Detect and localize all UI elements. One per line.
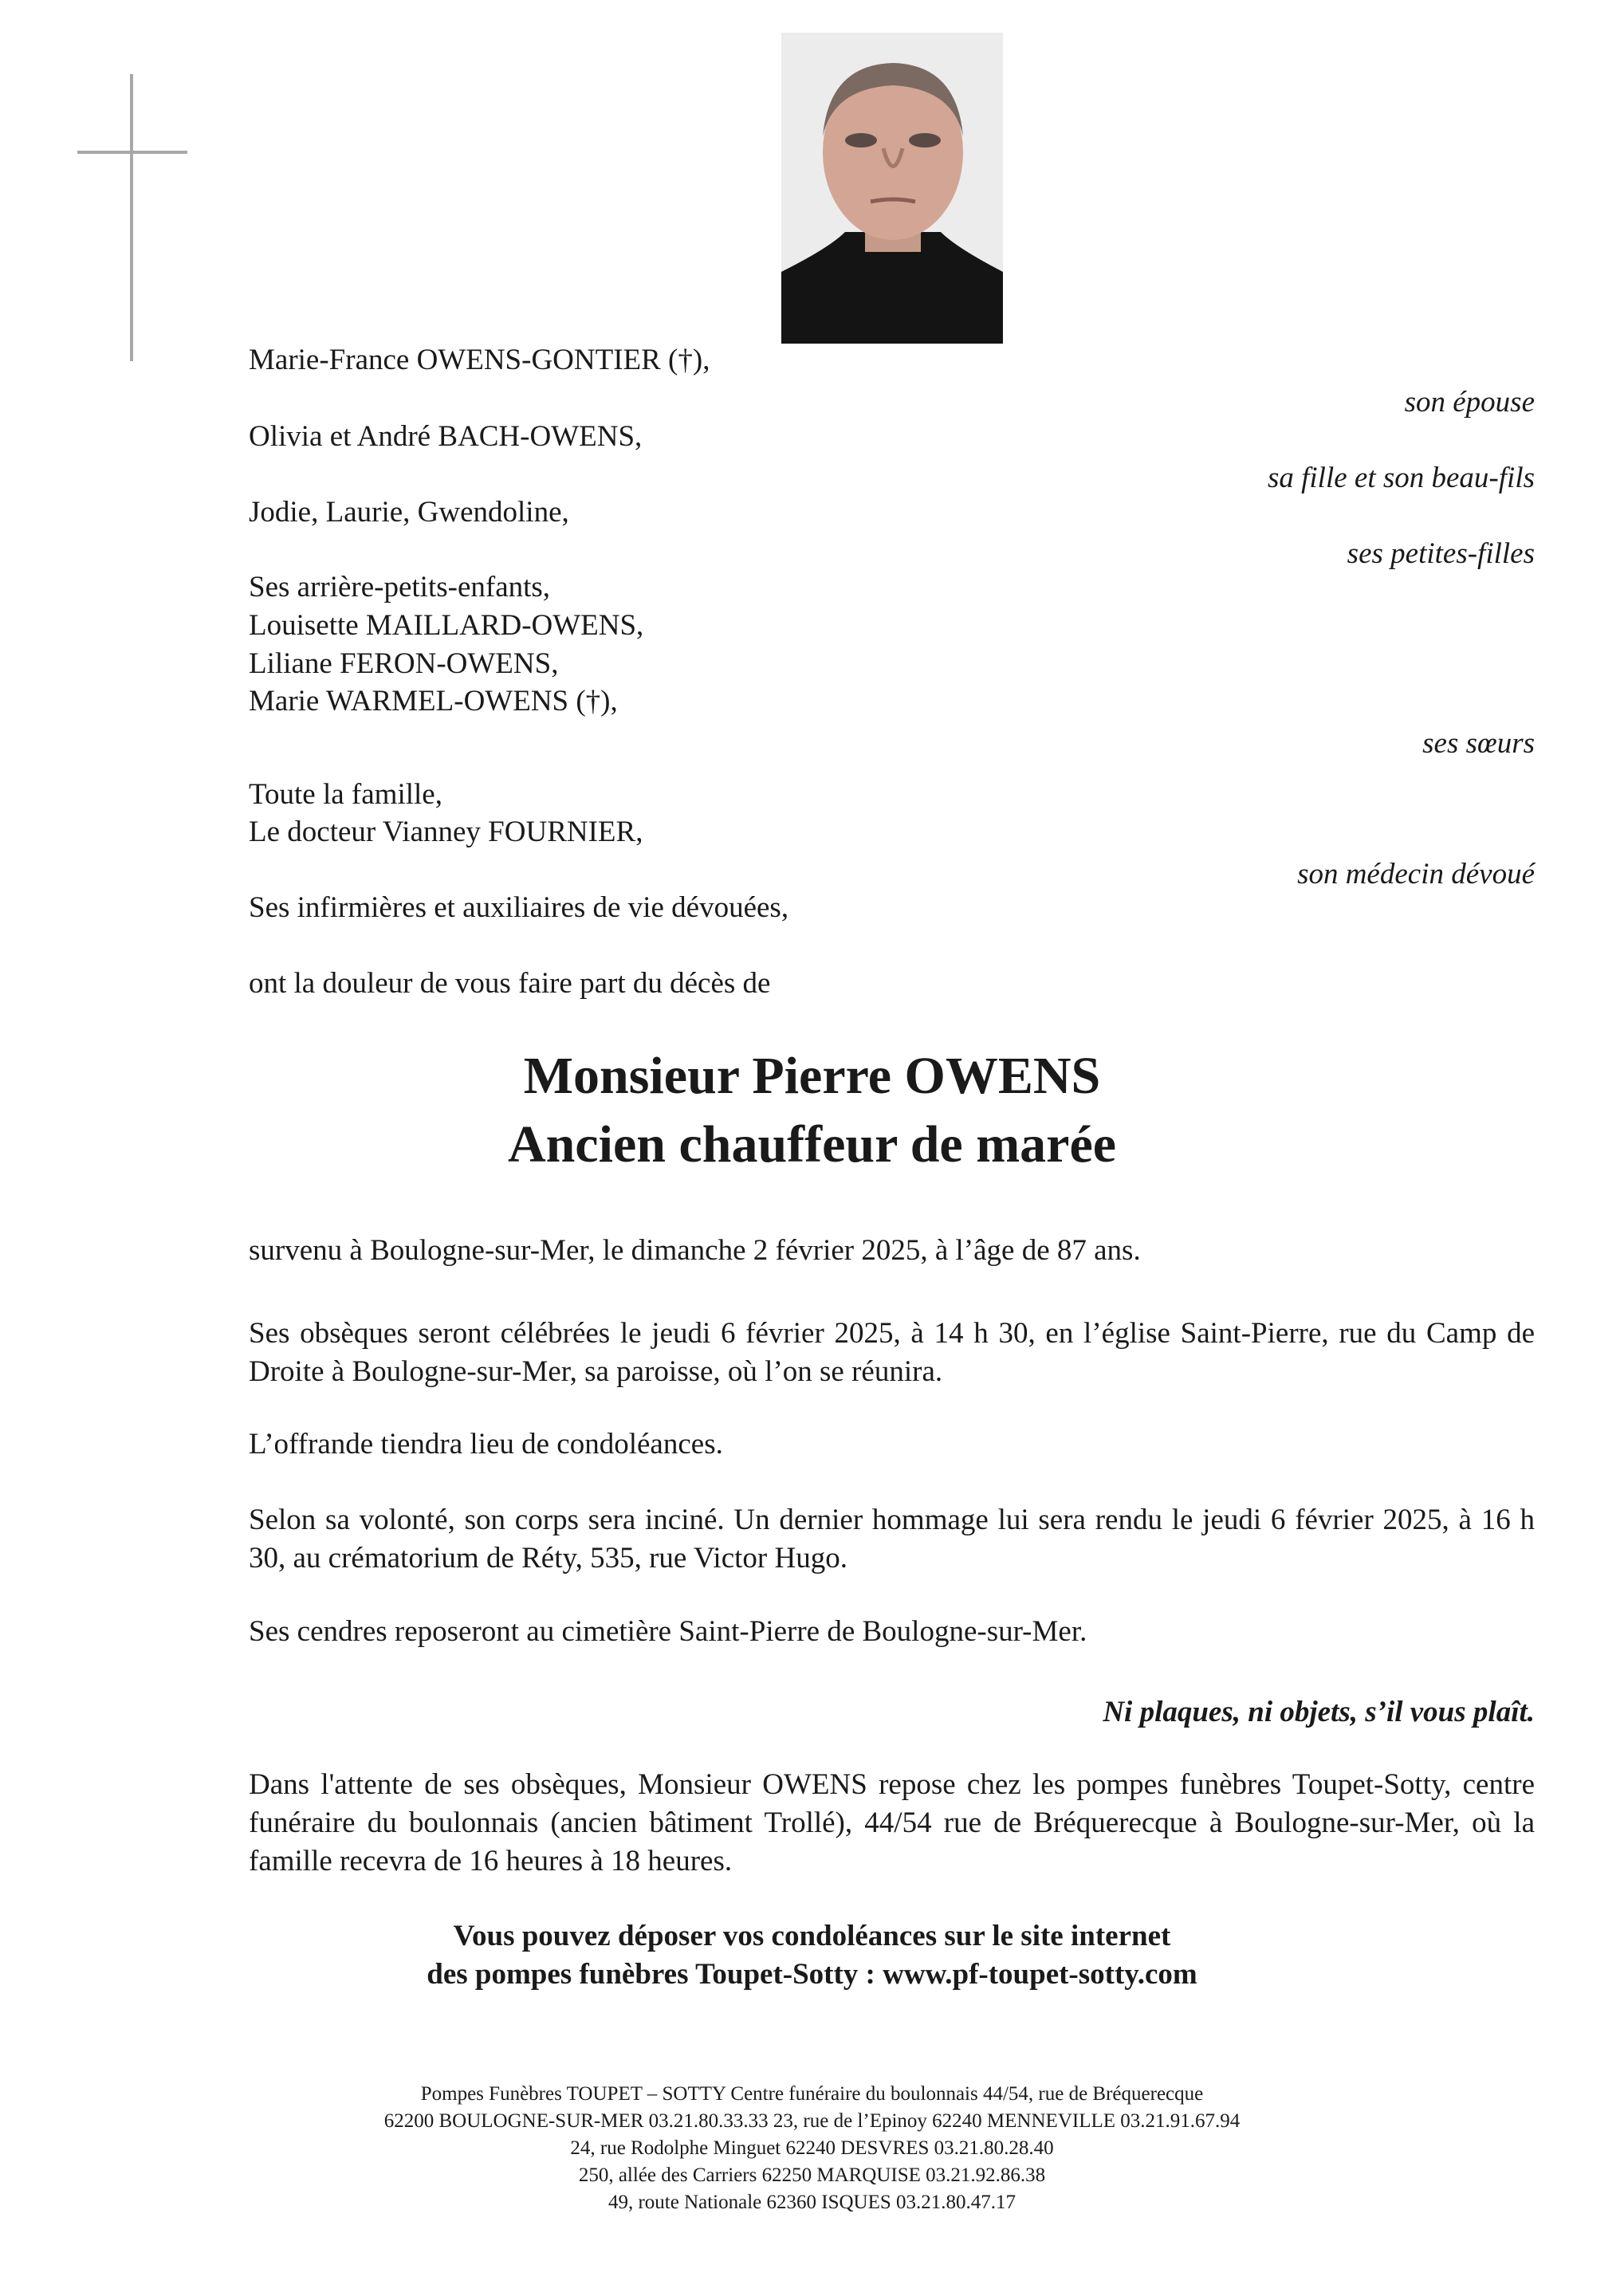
deceased-name: Monsieur Pierre OWENS — [523, 1047, 1101, 1105]
funeral-paragraph: Ses obsèques seront célébrées le jeudi 6 février 2025, à 14 h 30, en l’église Saint-Pierre, rue du Camp de Droite à Boulogne-sur-Mer, sa paroisse, où l’on se réunira. — [249, 1317, 1535, 1388]
family-name: Ses arrière-petits-enfants, — [249, 571, 551, 603]
condolences-line: des pompes funèbres Toupet-Sotty : www.pf-toupet-sotty.com — [427, 1958, 1197, 1991]
family-name: Louisette MAILLARD-OWENS, — [249, 609, 644, 642]
death-notice-paragraph: survenu à Boulogne-sur-Mer, le dimanche 2 février 2025, à l’âge de 87 ans. — [249, 1234, 1141, 1267]
deceased-occupation: Ancien chauffeur de marée — [507, 1115, 1117, 1174]
family-relation: sa fille et son beau-fils — [1267, 462, 1535, 494]
footer-line: 250, allée des Carriers 62250 MARQUISE 03.21.92.86.38 — [578, 2164, 1046, 2186]
footer-line: 49, route Nationale 62360 ISQUES 03.21.80.47.17 — [608, 2192, 1016, 2213]
family-name: Le docteur Vianney FOURNIER, — [249, 816, 643, 848]
cremation-paragraph: Selon sa volonté, son corps sera inciné. Un dernier hommage lui sera rendu le jeudi 6 février 2025, à 16 h 30, au crématorium de Réty, 535, rue Victor Hugo. — [249, 1504, 1535, 1575]
family-relation: son épouse — [1404, 386, 1535, 419]
family-name: Ses infirmières et auxiliaires de vie dévouées, — [249, 891, 789, 924]
portrait-photo — [781, 33, 1003, 344]
cross-icon — [130, 74, 133, 361]
cross-icon-bar — [77, 151, 187, 154]
offering-paragraph: L’offrande tiendra lieu de condoléances. — [249, 1428, 723, 1461]
family-name: Liliane FERON-OWENS, — [249, 647, 559, 680]
family-name: Marie-France OWENS-GONTIER (†), — [249, 344, 710, 376]
footer-line: Pompes Funèbres TOUPET – SOTTY Centre funéraire du boulonnais 44/54, rue de Bréquerecque — [420, 2083, 1204, 2105]
condolences-line: Vous pouvez déposer vos condoléances sur le site internet — [453, 1920, 1171, 1952]
footer-line: 62200 BOULOGNE-SUR-MER 03.21.80.33.33 23, rue de l’Epinoy 62240 MENNEVILLE 03.21.91.67.94 — [383, 2110, 1241, 2132]
family-relation: son médecin dévoué — [1297, 858, 1535, 890]
resting-place-paragraph: Dans l'attente de ses obsèques, Monsieur OWENS repose chez les pompes funèbres Toupet-Sotty, centre funéraire du boulonnais (ancien bâtiment Trollé), 44/54 rue de Bréquerecque à Boulogne-sur-Mer, où la famille recevra de 16 heures à 18 heures. — [249, 1768, 1535, 1877]
closing-request: Ni plaques, ni objets, s’il vous plaît. — [1103, 1696, 1535, 1728]
family-name: Marie WARMEL-OWENS (†), — [249, 685, 618, 718]
ashes-paragraph: Ses cendres reposeront au cimetière Saint-Pierre de Boulogne-sur-Mer. — [249, 1615, 1087, 1648]
family-name: Olivia et André BACH-OWENS, — [249, 420, 643, 453]
family-relation: ses petites-filles — [1347, 537, 1535, 570]
family-name: Jodie, Laurie, Gwendoline, — [249, 496, 569, 529]
family-relation: ses sœurs — [1422, 727, 1535, 760]
family-name: Toute la famille, — [249, 778, 442, 811]
announcement-intro: ont la douleur de vous faire part du décès de — [249, 967, 771, 1000]
footer-line: 24, rue Rodolphe Minguet 62240 DESVRES 03.21.80.28.40 — [570, 2137, 1054, 2159]
